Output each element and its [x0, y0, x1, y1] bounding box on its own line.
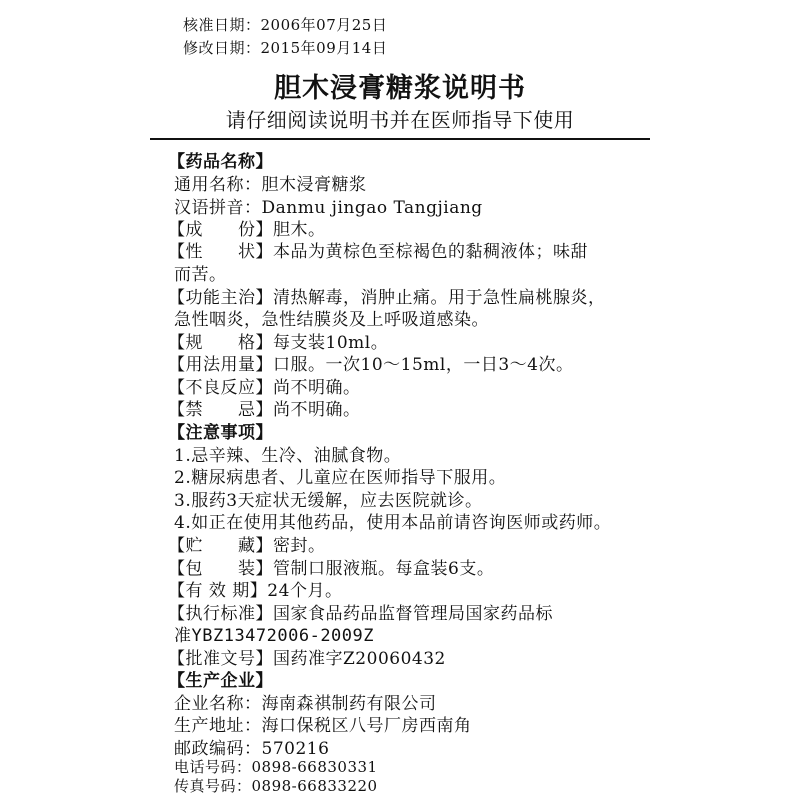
common-name: 通用名称：胆木浸膏糖浆: [174, 175, 367, 195]
ingredients: 【成 份】胆木。: [168, 220, 326, 240]
standard-line-1: 【执行标准】国家食品药品监督管理局国家药品标: [168, 604, 553, 624]
fax-number: 传真号码：0898-66833220: [174, 777, 378, 795]
document-title: 胆木浸膏糖浆说明书: [274, 73, 526, 104]
approval-number: 【批准文号】国药准字Z20060432: [168, 649, 446, 669]
properties-line-2: 而苦。: [174, 265, 227, 285]
storage: 【贮 藏】密封。: [168, 536, 326, 556]
precaution-item: 4.如正在使用其他药品，使用本品前请咨询医师或药师。: [174, 513, 612, 533]
company-name: 企业名称：海南森祺制药有限公司: [174, 694, 437, 714]
revision-date: 修改日期：2015年09月14日: [183, 39, 388, 57]
approval-date: 核准日期：2006年07月25日: [183, 16, 388, 34]
adverse-reactions: 【不良反应】尚不明确。: [168, 378, 361, 398]
document-subtitle: 请仔细阅读说明书并在医师指导下使用: [225, 108, 575, 132]
precaution-item: 2.糖尿病患者、儿童应在医师指导下服用。: [174, 468, 507, 488]
indications-line-1: 【功能主治】清热解毒，消肿止痛。用于急性扁桃腺炎，: [168, 288, 606, 308]
postal-code: 邮政编码：570216: [174, 739, 330, 759]
usage-dosage: 【用法用量】口服。一次10～15ml，一日3～4次。: [168, 355, 574, 375]
properties-line-1: 【性 状】本品为黄棕色至棕褐色的黏稠液体；味甜: [168, 242, 588, 262]
drug-name-heading: 【药品名称】: [168, 152, 273, 172]
validity-period: 【有 效 期】24个月。: [168, 581, 343, 601]
precaution-item: 1.忌辛辣、生冷、油腻食物。: [174, 446, 402, 466]
manufacturer-heading: 【生产企业】: [168, 671, 273, 691]
precaution-item: 3.服药3天症状无缓解，应去医院就诊。: [174, 491, 483, 511]
specification: 【规 格】每支装10ml。: [168, 333, 389, 353]
package: 【包 装】管制口服液瓶。每盒装6支。: [168, 559, 495, 579]
standard-line-2: 准YBZ13472006-2009Z: [174, 626, 374, 646]
contraindications: 【禁 忌】尚不明确。: [168, 400, 361, 420]
phone-number: 电话号码：0898-66830331: [174, 758, 378, 776]
title-divider: [150, 138, 650, 140]
pinyin-name: 汉语拼音：Danmu jingao Tangjiang: [174, 198, 483, 218]
indications-line-2: 急性咽炎，急性结膜炎及上呼吸道感染。: [174, 310, 489, 330]
precautions-heading: 【注意事项】: [168, 423, 273, 443]
production-address: 生产地址：海口保税区八号厂房西南角: [174, 716, 472, 736]
